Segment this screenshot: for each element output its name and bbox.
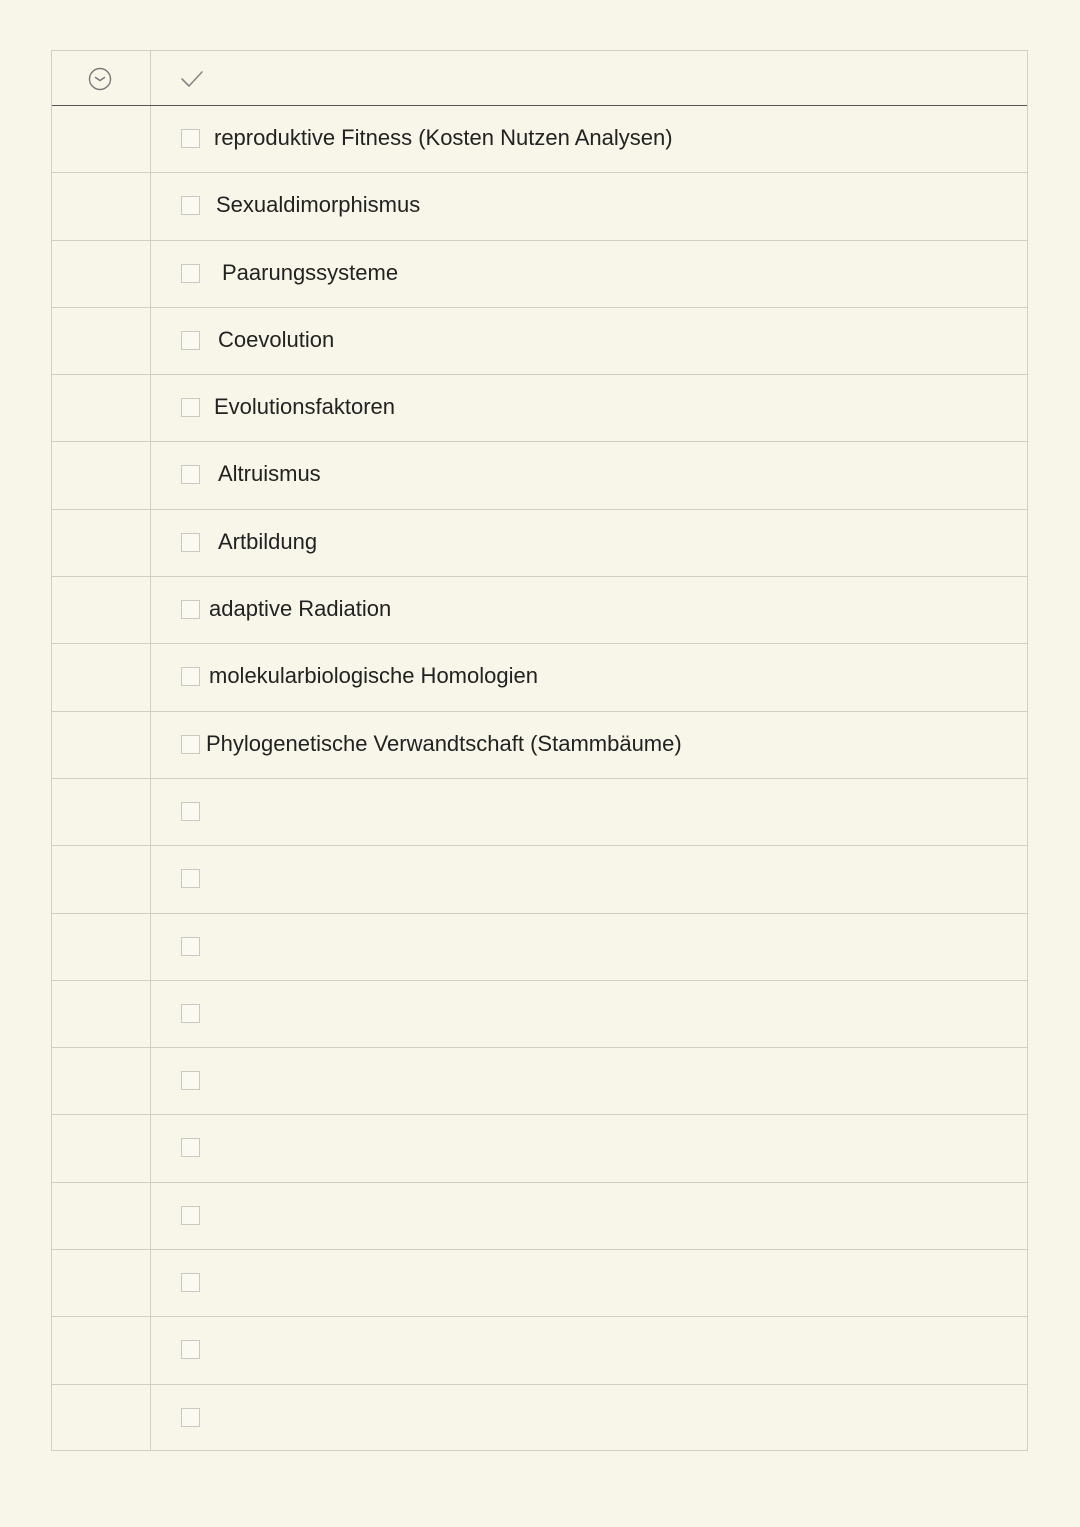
clock-icon xyxy=(88,67,112,91)
checkbox[interactable] xyxy=(181,1340,200,1359)
checklist-row xyxy=(52,1385,1027,1452)
checkbox[interactable] xyxy=(181,735,200,754)
checklist-rows xyxy=(52,106,1027,1452)
checklist-row xyxy=(52,1048,1027,1115)
checkbox[interactable] xyxy=(181,1273,200,1292)
checkbox[interactable] xyxy=(181,869,200,888)
checklist-row xyxy=(52,375,1027,442)
checkbox[interactable] xyxy=(181,1408,200,1427)
checklist-row xyxy=(52,644,1027,711)
checklist-item-label: Phylogenetische Verwandtschaft (Stammbäume) xyxy=(206,730,682,756)
checkbox[interactable] xyxy=(181,129,200,148)
checkbox[interactable] xyxy=(181,1071,200,1090)
checkbox[interactable] xyxy=(181,937,200,956)
checklist-row xyxy=(52,981,1027,1048)
checkbox[interactable] xyxy=(181,196,200,215)
checklist-row xyxy=(52,712,1027,779)
checklist-row xyxy=(52,1115,1027,1182)
checkbox[interactable] xyxy=(181,1004,200,1023)
checklist-row xyxy=(52,846,1027,913)
checklist-row xyxy=(52,308,1027,375)
checklist-item-label: molekularbiologische Homologien xyxy=(209,663,538,689)
checklist-header xyxy=(52,51,1027,106)
checklist-row xyxy=(52,1183,1027,1250)
checkbox[interactable] xyxy=(181,264,200,283)
checklist-row xyxy=(52,577,1027,644)
checklist-row xyxy=(52,779,1027,846)
checkbox[interactable] xyxy=(181,1206,200,1225)
checklist-row xyxy=(52,442,1027,509)
checklist-row xyxy=(52,241,1027,308)
checklist-item-label: Paarungssysteme xyxy=(222,259,399,285)
checkmark-icon xyxy=(180,69,204,89)
checkbox[interactable] xyxy=(181,802,200,821)
checkbox[interactable] xyxy=(181,398,200,417)
checklist-row xyxy=(52,1250,1027,1317)
checklist-item-label: Evolutionsfaktoren xyxy=(214,394,395,420)
checklist-item-label: Coevolution xyxy=(218,326,335,352)
checkbox[interactable] xyxy=(181,1138,200,1157)
checklist-row xyxy=(52,106,1027,173)
checklist-row xyxy=(52,173,1027,240)
checkbox[interactable] xyxy=(181,465,200,484)
checklist-row xyxy=(52,1317,1027,1384)
checkbox[interactable] xyxy=(181,533,200,552)
checklist-row xyxy=(52,510,1027,577)
checklist-item-label: Sexualdimorphismus xyxy=(216,192,421,218)
checkbox[interactable] xyxy=(181,331,200,350)
checkbox[interactable] xyxy=(181,667,200,686)
checklist-item-label: reproduktive Fitness (Kosten Nutzen Analysen) xyxy=(214,125,673,150)
checklist-row xyxy=(52,914,1027,981)
checkbox[interactable] xyxy=(181,600,200,619)
checklist-item-label: adaptive Radiation xyxy=(209,596,392,622)
checklist-sheet xyxy=(51,50,1028,1451)
checklist-item-label: Altruismus xyxy=(218,461,321,487)
checklist-item-label: Artbildung xyxy=(218,528,318,554)
